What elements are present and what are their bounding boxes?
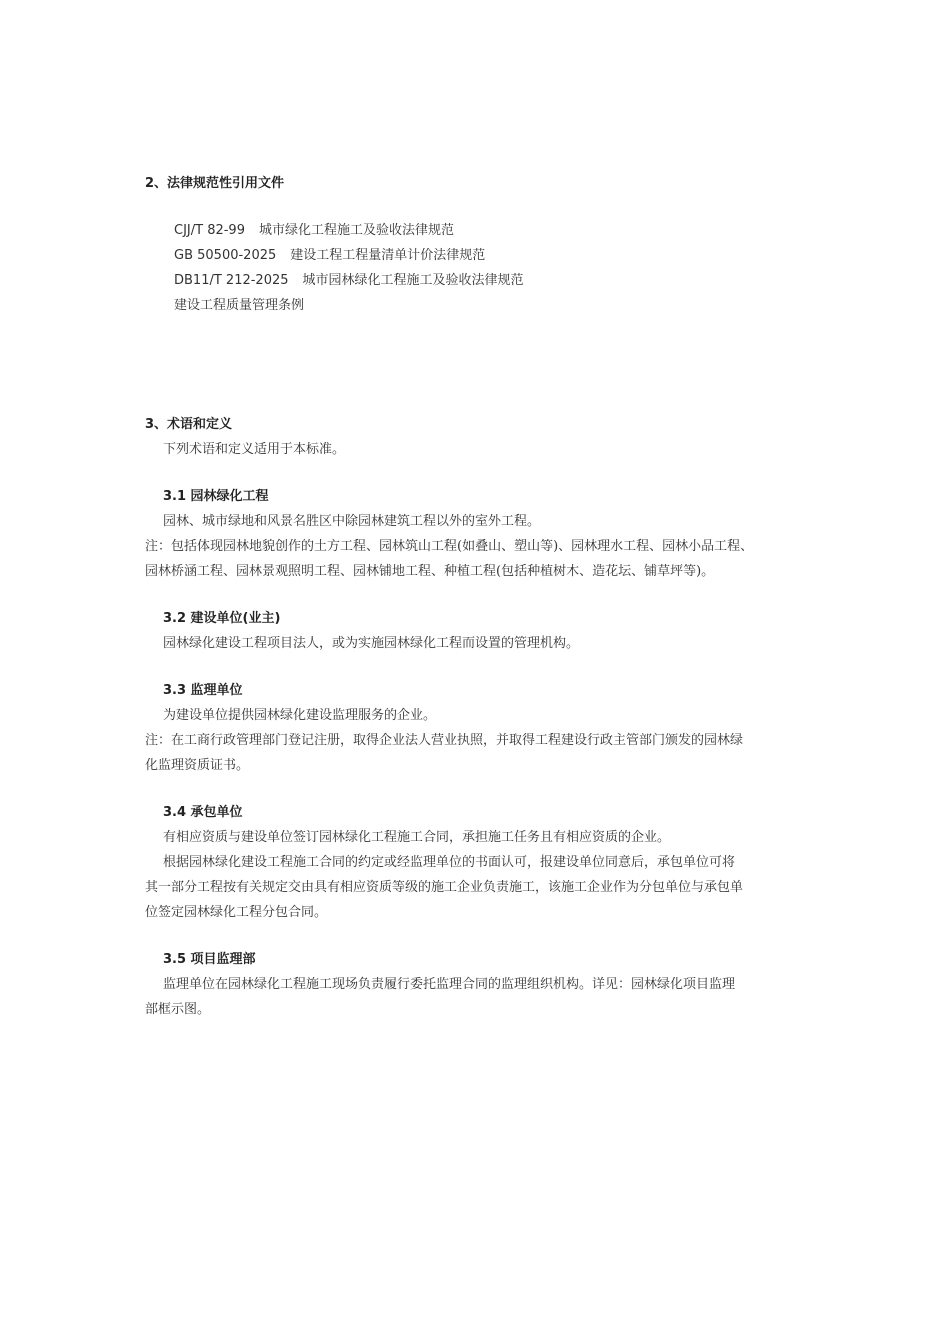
term-3-3-note-cont: 化监理资质证书。 bbox=[145, 758, 250, 773]
reference-title: 建设工程质量管理条例 bbox=[174, 298, 305, 313]
reference-code: CJJ/T 82-99 bbox=[174, 223, 245, 238]
term-3-3-note: 注：在工商行政管理部门登记注册，取得企业法人营业执照，并取得工程建设行政主管部门颁发的园林绿 bbox=[145, 733, 744, 748]
term-3-2-definition: 园林绿化建设工程项目法人，或为实施园林绿化工程而设置的管理机构。 bbox=[163, 636, 580, 651]
reference-item bbox=[174, 221, 454, 241]
reference-item bbox=[174, 246, 485, 266]
term-3-1-note: 注：包括体现园林地貌创作的土方工程、园林筑山工程(如叠山、塑山等)、园林理水工程、园林小品工程、 bbox=[145, 539, 754, 554]
section-3-intro: 下列术语和定义适用于本标准。 bbox=[163, 442, 346, 457]
section-3-heading: 3、术语和定义 bbox=[145, 417, 233, 432]
term-3-2-heading: 3.2 建设单位(业主) bbox=[163, 611, 281, 626]
term-3-3-heading: 3.3 监理单位 bbox=[163, 683, 243, 698]
term-3-5-definition: 监理单位在园林绿化工程施工现场负责履行委托监理合同的监理组织机构。详见：园林绿化项目监理 bbox=[163, 977, 736, 992]
term-3-4-definition: 有相应资质与建设单位签订园林绿化工程施工合同，承担施工任务且有相应资质的企业。 bbox=[163, 830, 671, 845]
term-3-4-paragraph-end: 位签定园林绿化工程分包合同。 bbox=[145, 905, 328, 920]
term-3-5-heading: 3.5 项目监理部 bbox=[163, 952, 256, 967]
term-3-4-paragraph-cont: 其一部分工程按有关规定交由具有相应资质等级的施工企业负责施工，该施工企业作为分包单位与承包单 bbox=[145, 880, 744, 895]
reference-item bbox=[174, 271, 524, 291]
section-2-heading: 2、法律规范性引用文件 bbox=[145, 176, 285, 191]
reference-item bbox=[174, 296, 304, 316]
term-3-4-heading: 3.4 承包单位 bbox=[163, 805, 243, 820]
term-3-1-note-cont: 园林桥涵工程、园林景观照明工程、园林铺地工程、种植工程(包括种植树木、造花坛、铺草坪等)。 bbox=[145, 564, 715, 579]
term-3-5-definition-cont: 部框示图。 bbox=[145, 1002, 211, 1017]
term-3-1-definition: 园林、城市绿地和风景名胜区中除园林建筑工程以外的室外工程。 bbox=[163, 514, 541, 529]
reference-title: 城市绿化工程施工及验收法律规范 bbox=[258, 223, 454, 238]
reference-code: GB 50500-2025 bbox=[174, 248, 277, 263]
term-3-3-definition: 为建设单位提供园林绿化建设监理服务的企业。 bbox=[163, 708, 437, 723]
term-3-1-heading: 3.1 园林绿化工程 bbox=[163, 489, 269, 504]
reference-title: 建设工程工程量清单计价法律规范 bbox=[290, 248, 486, 263]
reference-code: DB11/T 212-2025 bbox=[174, 273, 289, 288]
term-3-4-paragraph: 根据园林绿化建设工程施工合同的约定或经监理单位的书面认可，报建设单位同意后，承包单位可将 bbox=[163, 855, 736, 870]
reference-title: 城市园林绿化工程施工及验收法律规范 bbox=[302, 273, 524, 288]
